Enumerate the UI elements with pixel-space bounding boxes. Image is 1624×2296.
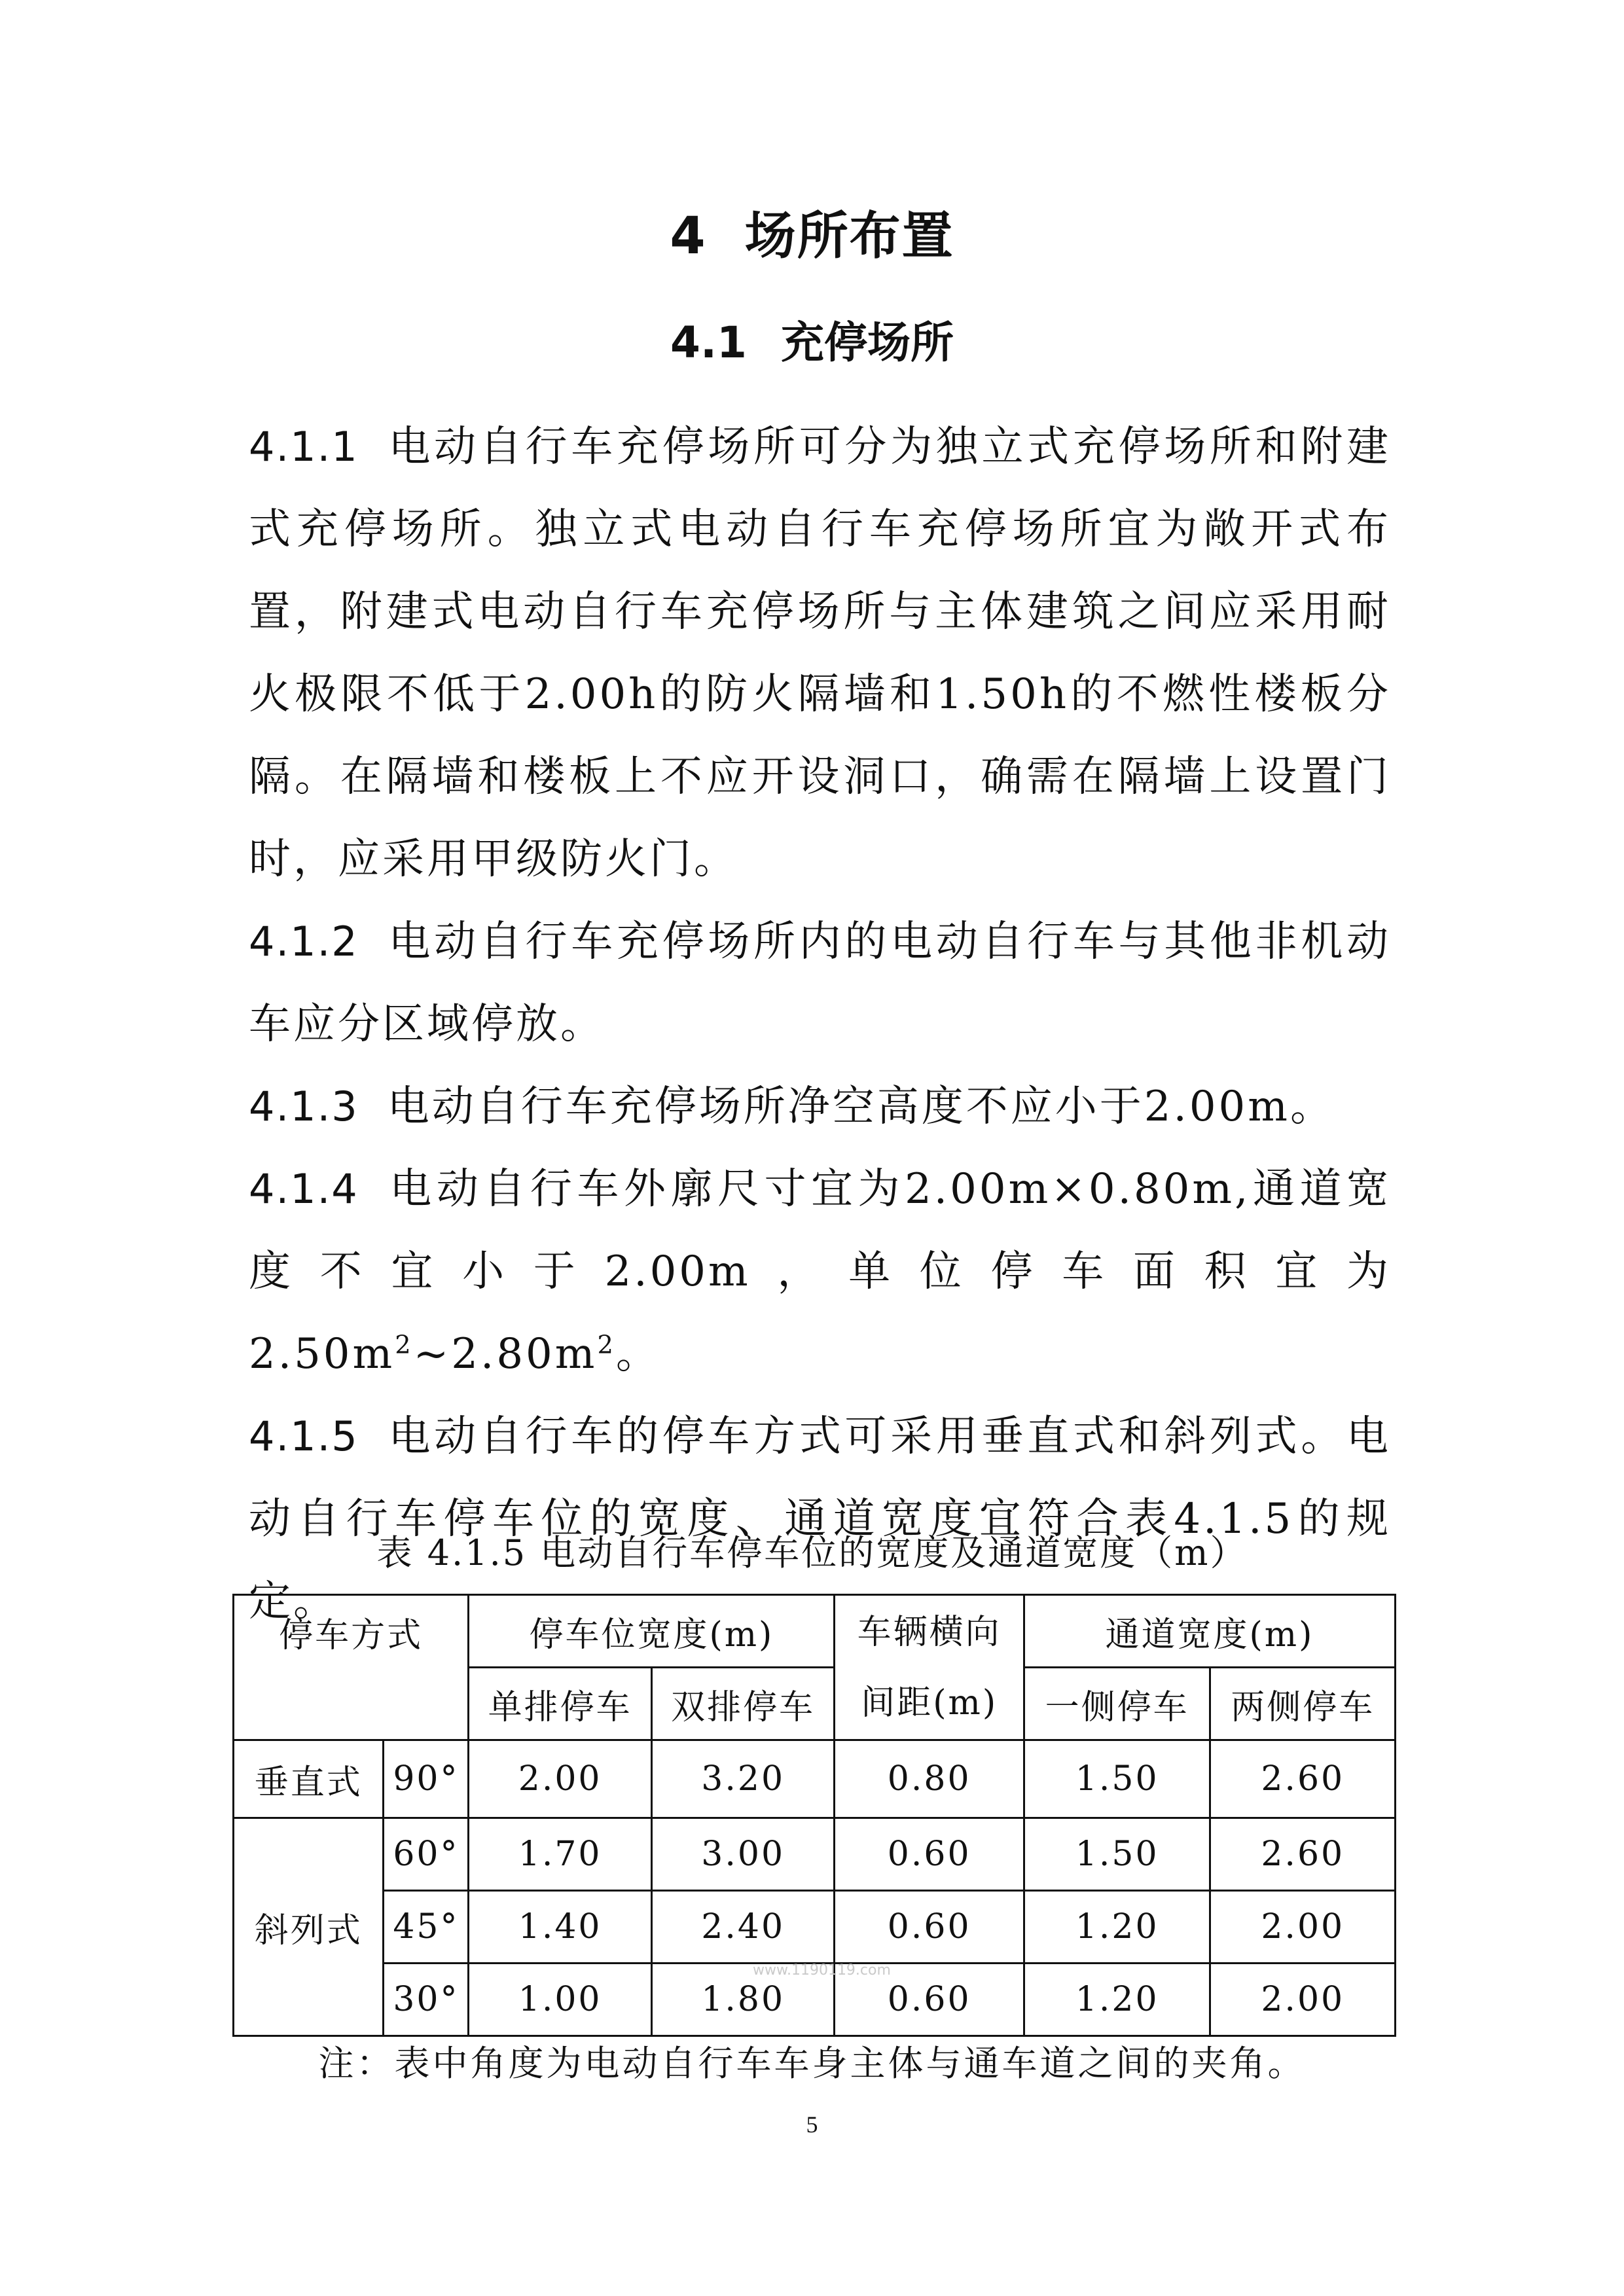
single-row-cell: 2.00 (469, 1740, 652, 1818)
chapter-title-text: 场所布置 (744, 207, 954, 266)
header-double-row: 双排停车 (651, 1668, 835, 1740)
chapter-title (0, 195, 1624, 268)
watermark: www.1190119.com (753, 1962, 891, 1979)
clause-number: 4.1.4 (249, 1165, 359, 1213)
header-lateral-gap-line2: 间距(m) (861, 1683, 998, 1723)
angle-cell: 60° (384, 1818, 469, 1891)
two-sides-cell: 2.60 (1210, 1740, 1396, 1818)
double-row-cell: 3.20 (651, 1740, 835, 1818)
clause-4-1-4 (249, 1148, 1391, 1395)
table-row (234, 1740, 1396, 1818)
header-two-sides: 两侧停车 (1210, 1668, 1396, 1740)
one-side-cell: 1.50 (1024, 1740, 1210, 1818)
clause-text: 电动自行车的停车方式可采用垂直式和斜列式。电动自行车停车位的宽度、通道宽度宜符合表4.1.5的规定。 (249, 1412, 1391, 1626)
one-side-cell: 1.20 (1024, 1964, 1210, 2036)
one-side-cell: 1.50 (1024, 1818, 1210, 1891)
clause-text: 电动自行车充停场所内的电动自行车与其他非机动车应分区域停放。 (249, 918, 1391, 1049)
header-mode: 停车方式 (234, 1595, 469, 1740)
page-number: 5 (806, 2111, 818, 2138)
clause-4-1-2 (249, 901, 1391, 1066)
two-sides-cell: 2.00 (1210, 1891, 1396, 1964)
two-sides-cell: 2.00 (1210, 1964, 1396, 2036)
clause-number: 4.1.1 (249, 423, 359, 471)
clause-text: ~2.80m (413, 1330, 598, 1378)
header-space-width: 停车位宽度(m) (469, 1595, 835, 1668)
one-side-cell: 1.20 (1024, 1891, 1210, 1964)
table-title: 表 4.1.5 电动自行车停车位的宽度及通道宽度（m） (376, 1532, 1248, 1573)
gap-cell: 0.60 (835, 1964, 1024, 2036)
body-text (249, 406, 1391, 1643)
header-single-row: 单排停车 (469, 1668, 652, 1740)
mode-cell: 垂直式 (234, 1740, 384, 1818)
double-row-cell: 2.40 (651, 1891, 835, 1964)
header-one-side: 一侧停车 (1024, 1668, 1210, 1740)
gap-cell: 0.60 (835, 1818, 1024, 1891)
double-row-cell: 1.80 (651, 1964, 835, 2036)
chapter-number: 4 (670, 207, 707, 266)
section-title-text: 充停场所 (780, 317, 954, 368)
clause-number: 4.1.2 (249, 918, 359, 965)
header-lateral-gap (835, 1595, 1024, 1740)
angle-cell: 45° (384, 1891, 469, 1964)
clause-text: 电动自行车外廓尺寸宜为2.00m×0.80m,通道宽度不宜小于2.00m，单位停车面积宜为2.50m (249, 1165, 1391, 1378)
clause-number: 4.1.5 (249, 1412, 359, 1460)
clause-4-1-1 (249, 406, 1391, 901)
clause-text: 电动自行车充停场所净空高度不应小于2.00m。 (387, 1083, 1335, 1131)
single-row-cell: 1.40 (469, 1891, 652, 1964)
table-header-row (234, 1595, 1396, 1668)
table-row (234, 1818, 1396, 1891)
clause-number: 4.1.3 (249, 1083, 359, 1130)
double-row-cell: 3.00 (651, 1818, 835, 1891)
superscript: 2 (597, 1330, 616, 1360)
section-number: 4.1 (670, 317, 747, 368)
mode-cell: 斜列式 (234, 1818, 384, 2036)
table-note: 注：表中角度为电动自行车车身主体与通车道之间的夹角。 (318, 2043, 1306, 2084)
header-aisle-width: 通道宽度(m) (1024, 1595, 1395, 1668)
superscript: 2 (395, 1330, 414, 1360)
table-row (234, 1891, 1396, 1964)
clause-text: 电动自行车充停场所可分为独立式充停场所和附建式充停场所。独立式电动自行车充停场所宜为敞开式布置，附建式电动自行车充停场所与主体建筑之间应采用耐火极限不低于2.00h的防火隔墙和1.50h的不燃性楼板分隔。在隔墙和楼板上不应开设洞口，确需在隔墙上设置门时，应采用甲级防火门。 (249, 423, 1391, 884)
header-lateral-gap-line1: 车辆横向 (857, 1612, 1001, 1652)
two-sides-cell: 2.60 (1210, 1818, 1396, 1891)
section-title (0, 308, 1624, 370)
gap-cell: 0.60 (835, 1891, 1024, 1964)
single-row-cell: 1.70 (469, 1818, 652, 1891)
gap-cell: 0.80 (835, 1740, 1024, 1818)
clause-4-1-3 (249, 1066, 1391, 1148)
angle-cell: 30° (384, 1964, 469, 2036)
single-row-cell: 1.00 (469, 1964, 652, 2036)
angle-cell: 90° (384, 1740, 469, 1818)
clause-text: 。 (615, 1330, 660, 1378)
